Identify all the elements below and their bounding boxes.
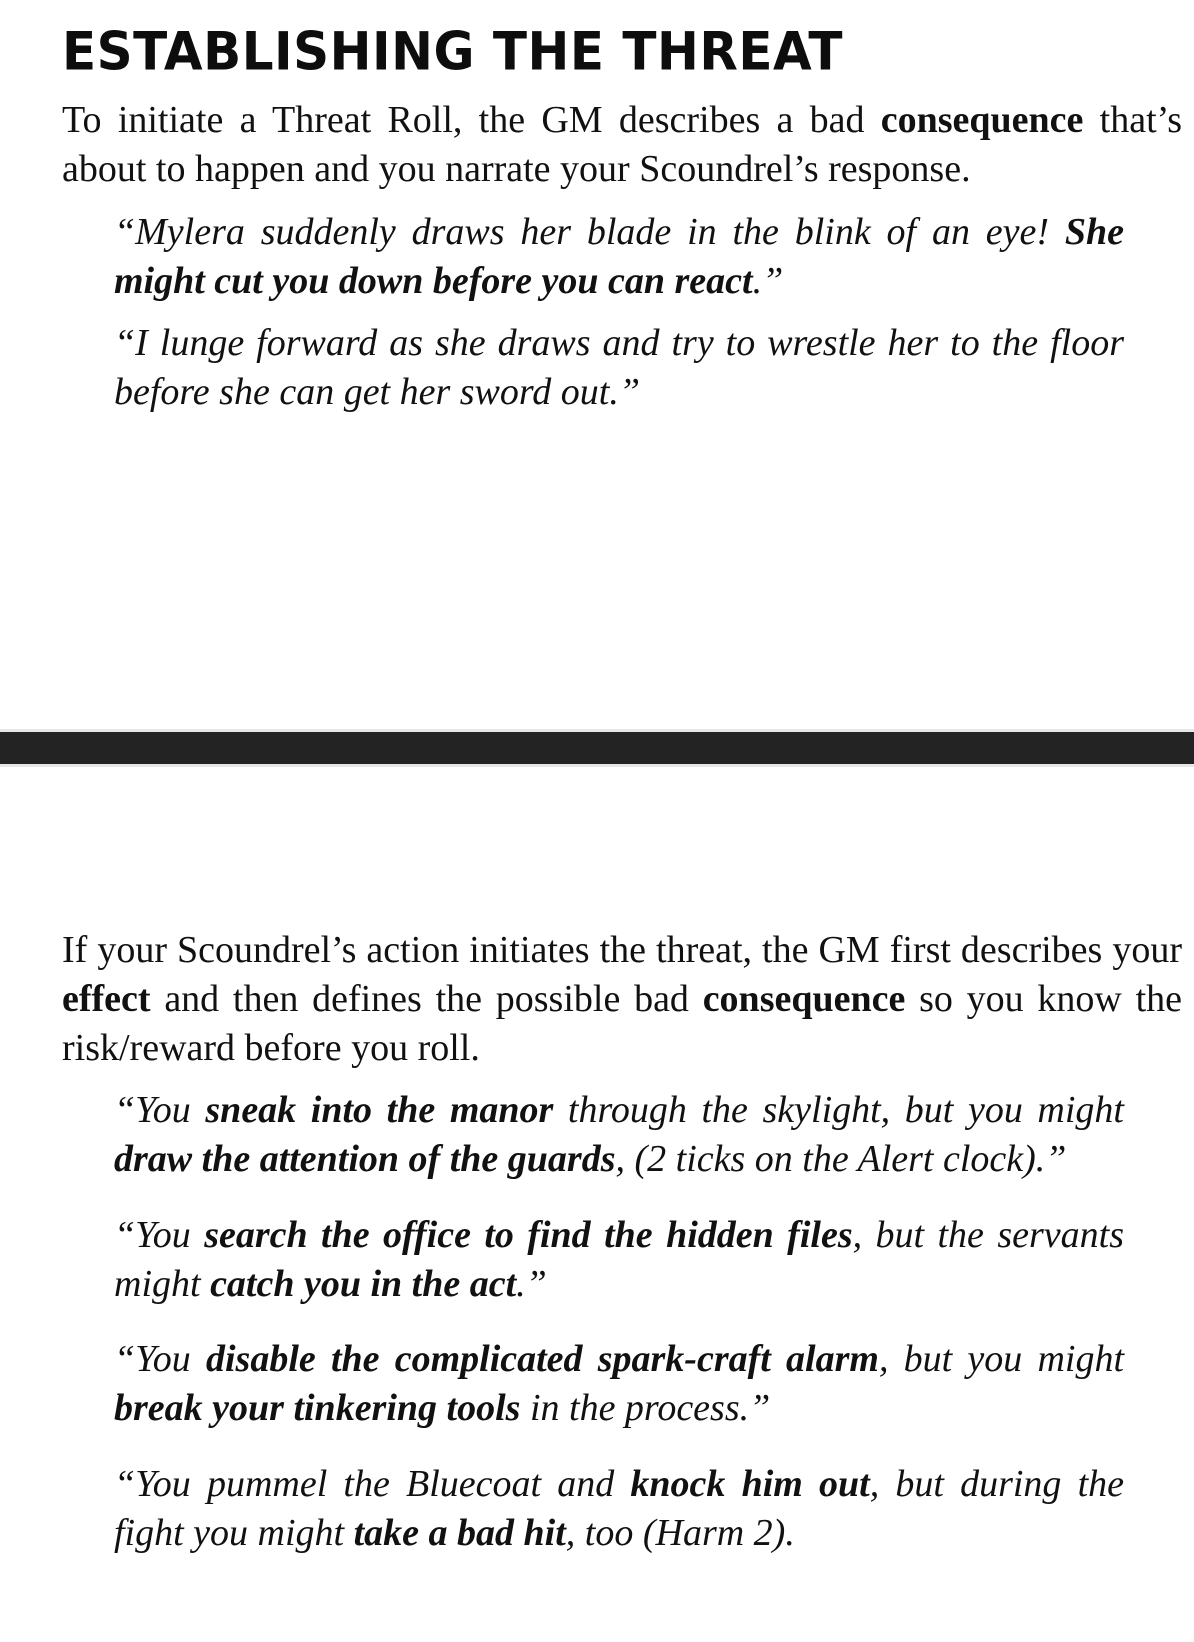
text-span: To initiate a Threat Roll, the GM describes a bad — [62, 99, 881, 141]
intro-paragraph — [62, 96, 1182, 194]
bold-consequence-phrase: take a bad hit — [353, 1512, 566, 1554]
text-span: , but the servants might — [114, 1214, 1124, 1305]
text-span: , too (Harm 2). — [565, 1512, 795, 1554]
text-span: through the skylight, but you might — [553, 1089, 1124, 1131]
page-divider — [0, 729, 1194, 767]
text-span: .” — [752, 260, 784, 302]
bold-action-phrase: sneak into the manor — [205, 1089, 554, 1131]
example-quote-gm — [114, 208, 1124, 306]
text-span: , but you might — [878, 1338, 1125, 1380]
text-span: , (2 ticks on the Alert clock).” — [615, 1138, 1067, 1180]
text-span: If your Scoundrel’s action initiates the threat, the GM first describes your — [62, 929, 1182, 971]
example-quote-pummel — [114, 1460, 1124, 1558]
text-span: , but during the fight you might — [114, 1463, 1125, 1554]
bold-action-phrase: search the office to find the hidden files — [204, 1214, 853, 1256]
bold-term-consequence: consequence — [880, 99, 1084, 141]
text-span: “You — [114, 1338, 206, 1380]
section-heading: ESTABLISHING THE THREAT — [62, 21, 843, 83]
text-span: so you know the risk/reward before you roll. — [62, 978, 1182, 1069]
text-span: that’s about to happen and you narrate your Scoundrel’s response. — [62, 99, 1182, 190]
bold-consequence-phrase: She might cut you down before you can react — [114, 211, 1124, 302]
text-span: .” — [516, 1263, 547, 1305]
text-span: “You — [114, 1214, 205, 1256]
text-span: “You — [114, 1089, 206, 1131]
bold-consequence-phrase: break your tinkering tools — [114, 1387, 521, 1429]
bold-action-phrase: disable the complicated spark-craft alarm — [205, 1338, 879, 1380]
bold-consequence-phrase: catch you in the act — [210, 1263, 517, 1305]
bold-action-phrase: knock him out — [630, 1463, 870, 1505]
example-quote-search — [114, 1211, 1124, 1309]
text-span: and then defines the possible bad — [150, 978, 703, 1020]
bold-term-effect: effect — [62, 978, 151, 1020]
example-quote-disable — [114, 1335, 1124, 1433]
text-span: in the process.” — [520, 1387, 771, 1429]
text-span: “You pummel the Bluecoat and — [114, 1463, 631, 1505]
text-span: “Mylera suddenly draws her blade in the blink of an eye! — [114, 211, 1065, 253]
second-intro-paragraph — [62, 926, 1182, 1073]
example-quote-player — [114, 319, 1124, 417]
bold-term-consequence: consequence — [702, 978, 906, 1020]
text-span: “I lunge forward as she draws and try to wrestle her to the floor before she can get her sword out.” — [114, 322, 1124, 413]
example-quote-sneak — [114, 1086, 1124, 1184]
top-page-section — [0, 0, 1194, 728]
bold-consequence-phrase: draw the attention of the guards — [114, 1138, 616, 1180]
